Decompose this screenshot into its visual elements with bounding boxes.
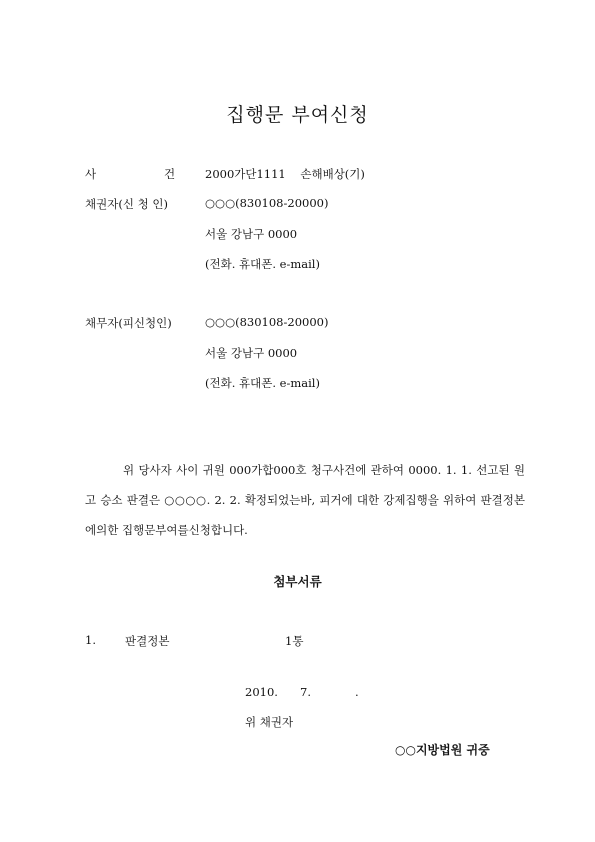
creditor-label: 채권자(신 청 인) <box>85 197 168 211</box>
date-day: . <box>355 685 359 699</box>
court-addressee: ○○지방법원 귀중 <box>395 743 490 757</box>
debtor-label: 채무자(피신청인) <box>85 316 172 330</box>
attachment-count: 1통 <box>285 634 304 648</box>
case-label-first: 사 <box>85 167 97 181</box>
case-value: 2000가단1111 손해배상(기) <box>205 167 365 181</box>
attachment-number: 1. <box>85 633 96 647</box>
signer-label: 위 채권자 <box>245 715 294 729</box>
document-title: 집행문 부여신청 <box>226 104 369 126</box>
attachments-heading: 첨부서류 <box>273 574 322 589</box>
debtor-contact: (전화. 휴대폰. e-mail) <box>205 376 320 390</box>
date-year: 2010. <box>245 685 278 699</box>
application-body-text: 위 당사자 사이 귀원 000가합000호 청구사건에 관하여 0000. 1. 1. 선고된 원고 승소 판결은 ○○○○. 2. 2. 확정되었는바, 피거에 대한 강제집행을 위하여 판결정본에의한 집행문부여를신청합니다. <box>85 463 525 537</box>
attachment-name: 판결정본 <box>125 634 170 648</box>
debtor-name: ○○○(830108-20000) <box>205 315 329 329</box>
creditor-address: 서울 강남구 0000 <box>205 227 298 241</box>
creditor-name: ○○○(830108-20000) <box>205 196 329 210</box>
creditor-contact: (전화. 휴대폰. e-mail) <box>205 257 320 271</box>
debtor-address: 서울 강남구 0000 <box>205 346 298 360</box>
date-month: 7. <box>300 685 311 699</box>
case-label-second: 건 <box>164 167 176 181</box>
